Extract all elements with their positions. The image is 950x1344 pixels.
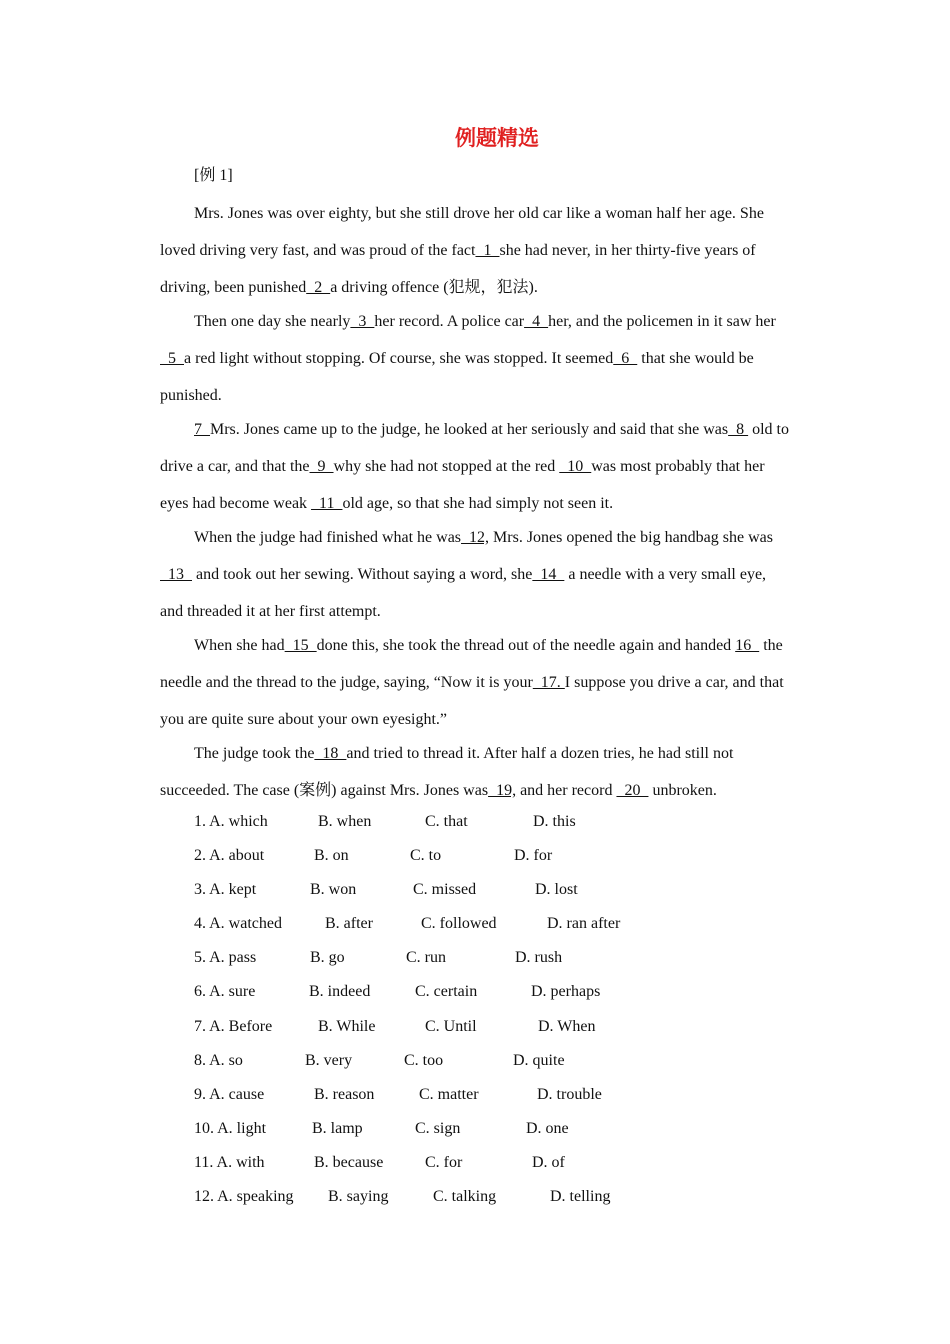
option-b: B. after xyxy=(325,915,373,933)
option-c: C. Until xyxy=(425,1017,477,1035)
option-d: D. rush xyxy=(515,949,563,967)
answer-blank: 16 xyxy=(735,637,760,654)
passage-text: the needle and the thread to the judge, saying, “Now it is your xyxy=(160,637,783,691)
option-d: D. ran after xyxy=(547,915,621,933)
answer-blank: 3 xyxy=(350,313,375,330)
option-a: 9. A. cause xyxy=(194,1085,265,1103)
answer-blank: 8 xyxy=(728,421,749,438)
option-a: 10. A. light xyxy=(194,1119,267,1137)
option-b: B. because xyxy=(314,1153,384,1171)
passage-paragraph xyxy=(160,411,790,522)
option-c: C. talking xyxy=(433,1188,497,1206)
option-b: B. on xyxy=(314,847,349,865)
option-b: B. reason xyxy=(314,1085,375,1103)
passage-paragraph xyxy=(160,519,790,630)
cloze-passage xyxy=(160,195,790,809)
option-c: C. that xyxy=(425,813,468,830)
passage-text: old age, so that she had simply not seen it. xyxy=(342,495,614,512)
passage-text: why she had not stopped at the red xyxy=(333,458,560,475)
passage-text: a driving offence (犯规，犯法). xyxy=(330,279,538,296)
option-a: 11. A. with xyxy=(194,1153,265,1171)
passage-text: was most probably that her eyes had become weak xyxy=(160,458,765,512)
passage-text: a needle with a very small eye, and threaded it at her first attempt. xyxy=(160,566,767,620)
option-b: B. very xyxy=(305,1051,353,1069)
answer-blank: 7 xyxy=(194,421,210,438)
option-a: 8. A. so xyxy=(194,1051,243,1069)
option-d: D. for xyxy=(514,847,553,865)
passage-text: her, and the policemen in it saw her xyxy=(548,313,776,330)
answer-blank: 2 xyxy=(306,279,331,296)
option-c: C. sign xyxy=(415,1119,461,1137)
passage-text: and tried to thread it. After half a dozen tries, he had still not succeeded. The case (案例) against Mrs. Jones was xyxy=(160,745,734,799)
answer-blank: 19, xyxy=(488,782,517,799)
passage-text: The judge took the xyxy=(194,745,315,762)
passage-text: Mrs. Jones opened the big handbag she was xyxy=(489,529,773,546)
option-b: B. go xyxy=(310,949,345,967)
passage-text: done this, she took the thread out of the needle again and handed xyxy=(316,637,736,654)
option-a: 5. A. pass xyxy=(194,949,257,967)
passage-text: that she would be punished. xyxy=(160,350,754,404)
option-a: 7. A. Before xyxy=(194,1017,273,1035)
answer-blank: 13 xyxy=(160,566,192,583)
passage-text: unbroken. xyxy=(648,782,717,799)
passage-paragraph xyxy=(160,627,790,738)
option-d: D. When xyxy=(538,1017,596,1035)
option-c: C. missed xyxy=(413,881,477,899)
option-b: B. While xyxy=(318,1017,376,1035)
passage-text: I suppose you drive a car, and that you are quite sure about your own eyesight.” xyxy=(160,674,784,728)
option-d: D. of xyxy=(532,1153,565,1171)
answer-blank: 9 xyxy=(309,458,334,475)
option-a: 1. A. which xyxy=(194,813,268,830)
option-b: B. indeed xyxy=(309,983,371,1001)
option-d: D. this xyxy=(533,813,576,830)
option-b: B. lamp xyxy=(312,1119,363,1137)
passage-text: When she had xyxy=(194,637,285,654)
option-d: D. trouble xyxy=(537,1085,602,1103)
answer-blank: 20 xyxy=(616,782,649,799)
option-a: 3. A. kept xyxy=(194,881,257,899)
option-d: D. quite xyxy=(513,1051,565,1069)
option-c: C. too xyxy=(404,1051,444,1069)
option-c: C. to xyxy=(410,847,442,865)
answer-blank: 11 xyxy=(311,495,343,512)
option-d: D. telling xyxy=(550,1188,611,1206)
answer-blank: 14 xyxy=(532,566,565,583)
passage-text: Mrs. Jones came up to the judge, he looked at her seriously and said that she was xyxy=(210,421,729,438)
page-title: 例题精选 xyxy=(455,126,539,150)
option-c: C. certain xyxy=(415,983,478,1001)
passage-paragraph xyxy=(160,195,790,306)
passage-text: and took out her sewing. Without saying a word, she xyxy=(192,566,533,583)
passage-text: When the judge had finished what he was xyxy=(194,529,462,546)
passage-text: and her record xyxy=(516,782,617,799)
option-b: B. when xyxy=(318,813,372,830)
example-label: [例 1] xyxy=(194,167,233,184)
option-c: C. matter xyxy=(419,1085,479,1103)
answer-blank: 5 xyxy=(160,350,184,367)
option-c: C. for xyxy=(425,1153,463,1171)
answer-blank: 1 xyxy=(475,242,500,259)
option-c: C. run xyxy=(406,949,446,967)
passage-paragraph xyxy=(160,735,790,809)
passage-text: her record. A police car xyxy=(374,313,525,330)
answer-blank: 15 xyxy=(284,637,317,654)
passage-text: she had never, in her thirty-five years of driving, been punished xyxy=(160,242,756,296)
option-a: 2. A. about xyxy=(194,847,265,865)
passage-text: a red light without stopping. Of course, she was stopped. It seemed xyxy=(184,350,614,367)
option-d: D. perhaps xyxy=(531,983,601,1001)
option-b: B. won xyxy=(310,881,357,899)
option-b: B. saying xyxy=(328,1188,389,1206)
passage-text: Then one day she nearly xyxy=(194,313,351,330)
option-c: C. followed xyxy=(421,915,497,933)
option-d: D. one xyxy=(526,1119,569,1137)
answer-blank: 18 xyxy=(314,745,347,762)
answer-blank: 12, xyxy=(461,529,490,546)
answer-blank: 10 xyxy=(559,458,592,475)
answer-blank: 4 xyxy=(524,313,549,330)
option-a: 4. A. watched xyxy=(194,915,282,933)
passage-text: Mrs. Jones was over eighty, but she still drove her old car like a woman half her age. She loved driving very fast, and was proud of the fact xyxy=(160,205,764,259)
passage-text: old to drive a car, and that the xyxy=(160,421,789,475)
option-d: D. lost xyxy=(535,881,578,899)
option-a: 12. A. speaking xyxy=(194,1188,294,1206)
passage-paragraph xyxy=(160,303,790,414)
answer-blank: 6 xyxy=(613,350,638,367)
option-a: 6. A. sure xyxy=(194,983,256,1001)
answer-blank: 17. xyxy=(532,674,565,691)
